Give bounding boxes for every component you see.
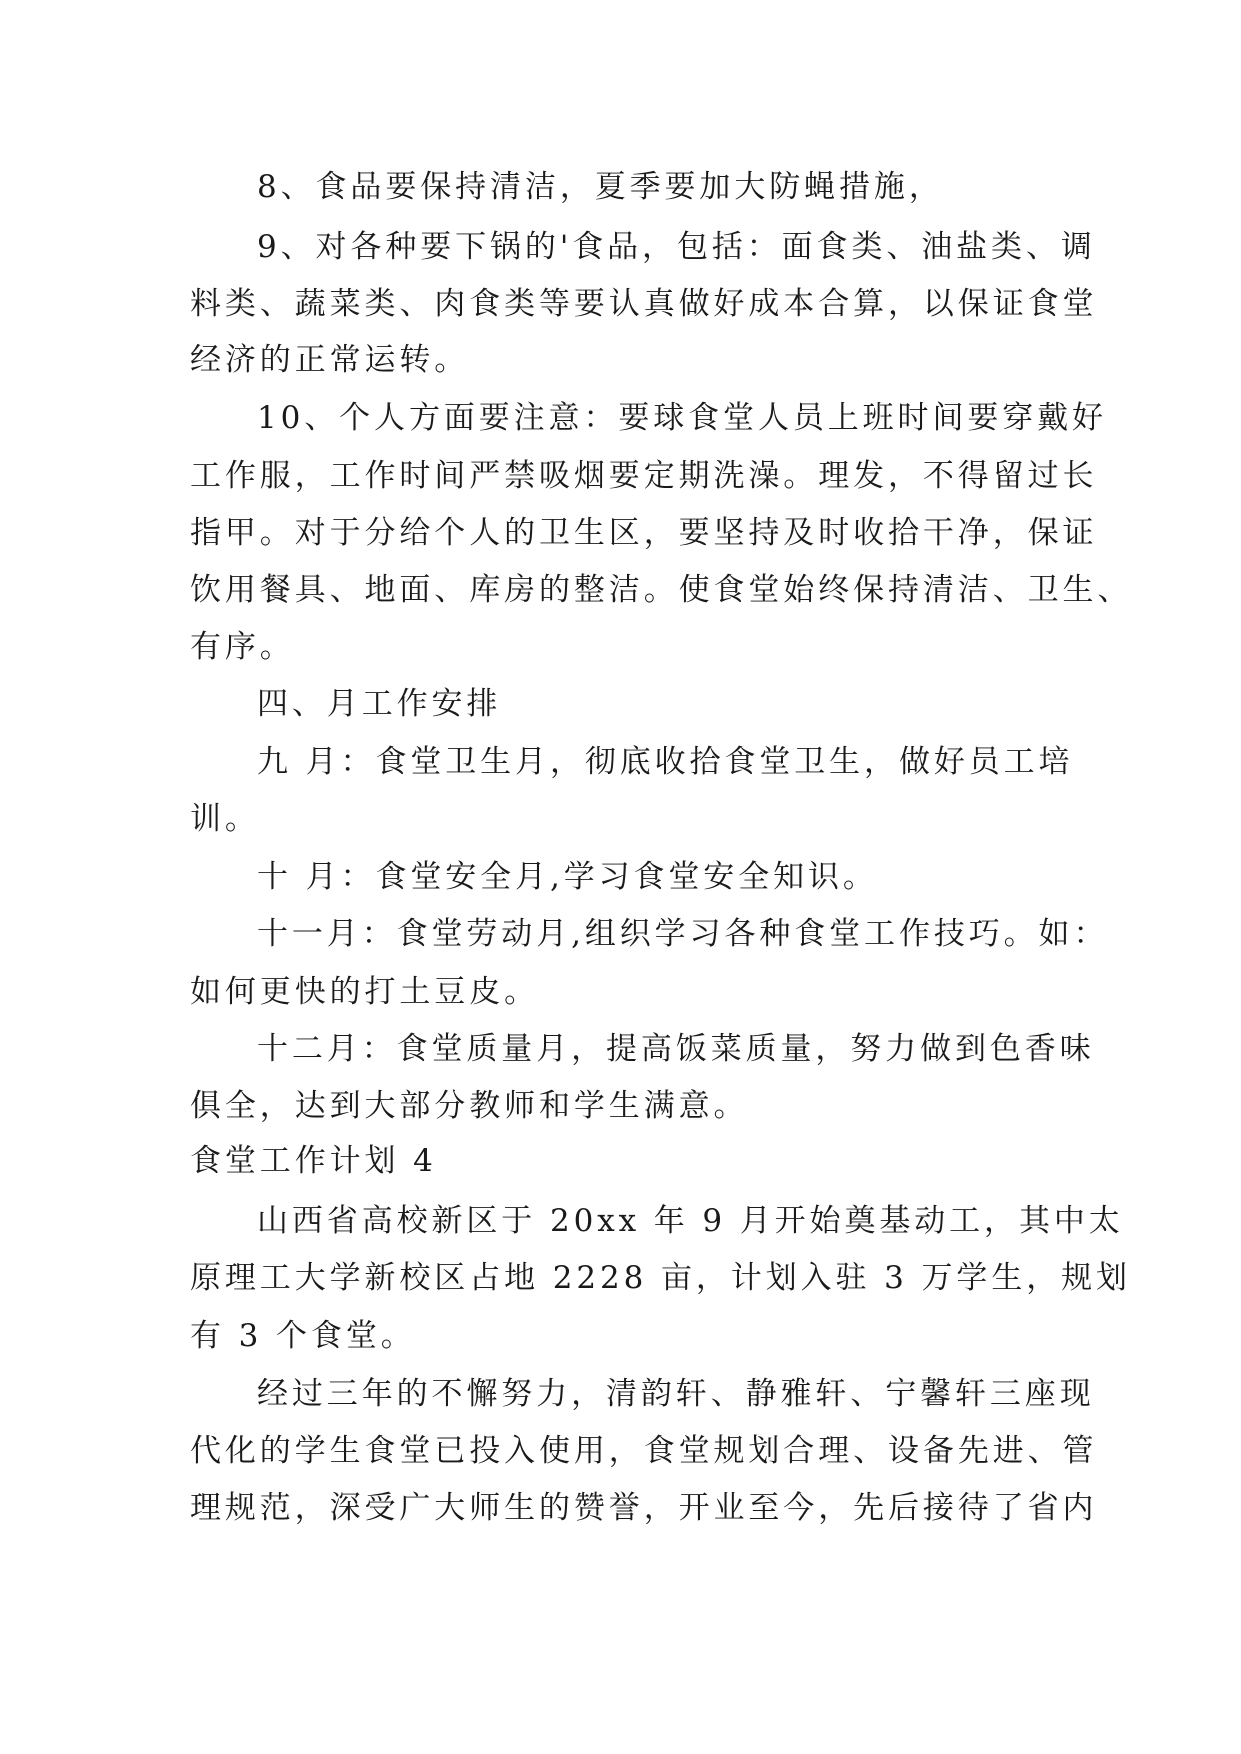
text-line: 训。 [190, 801, 260, 837]
text-line: 如何更快的打土豆皮。 [190, 974, 539, 1010]
text-line: 九 月：食堂卫生月，彻底收拾食堂卫生，做好员工培 [257, 744, 1074, 780]
text-line: 十一月：食堂劳动月,组织学习各种食堂工作技巧。如： [257, 916, 1109, 952]
text-line: 工作服，工作时间严禁吸烟要定期洗澡。理发，不得留过长 [190, 458, 1098, 494]
text-line: 8、食品要保持清洁，夏季要加大防蝇措施， [257, 169, 944, 205]
document-title: 食堂工作计划 4 [190, 1143, 437, 1179]
text-line: 经济的正常运转。 [190, 342, 470, 378]
text-line: 9、对各种要下锅的'食品，包括：面食类、油盐类、调 [257, 229, 1096, 265]
text-line: 十二月：食堂质量月，提高饭菜质量，努力做到色香味 [257, 1031, 1095, 1067]
text-line: 原理工大学新校区占地 2228 亩，计划入驻 3 万学生，规划 [190, 1260, 1131, 1296]
text-line: 料类、蔬菜类、肉食类等要认真做好成本合算，以保证食堂 [190, 286, 1098, 322]
text-line: 10、个人方面要注意：要球食堂人员上班时间要穿戴好 [257, 400, 1107, 436]
text-line: 指甲。对于分给个人的卫生区，要坚持及时收拾干净，保证 [190, 515, 1098, 551]
section-heading: 四、月工作安排 [257, 686, 502, 722]
text-line: 有序。 [190, 629, 295, 665]
text-line: 十 月：食堂安全月,学习食堂安全知识。 [257, 859, 878, 895]
text-line: 饮用餐具、地面、库房的整洁。使食堂始终保持清洁、卫生、 [190, 572, 1133, 608]
text-line: 俱全，达到大部分教师和学生满意。 [190, 1088, 749, 1124]
text-line: 山西省高校新区于 20xx 年 9 月开始奠基动工，其中太 [257, 1203, 1124, 1239]
text-line: 代化的学生食堂已投入使用，食堂规划合理、设备先进、管 [190, 1433, 1098, 1469]
text-line: 经过三年的不懈努力，清韵轩、静雅轩、宁馨轩三座现 [257, 1376, 1095, 1412]
text-line: 有 3 个食堂。 [190, 1318, 416, 1354]
text-line: 理规范，深受广大师生的赞誉，开业至今，先后接待了省内 [190, 1490, 1098, 1526]
